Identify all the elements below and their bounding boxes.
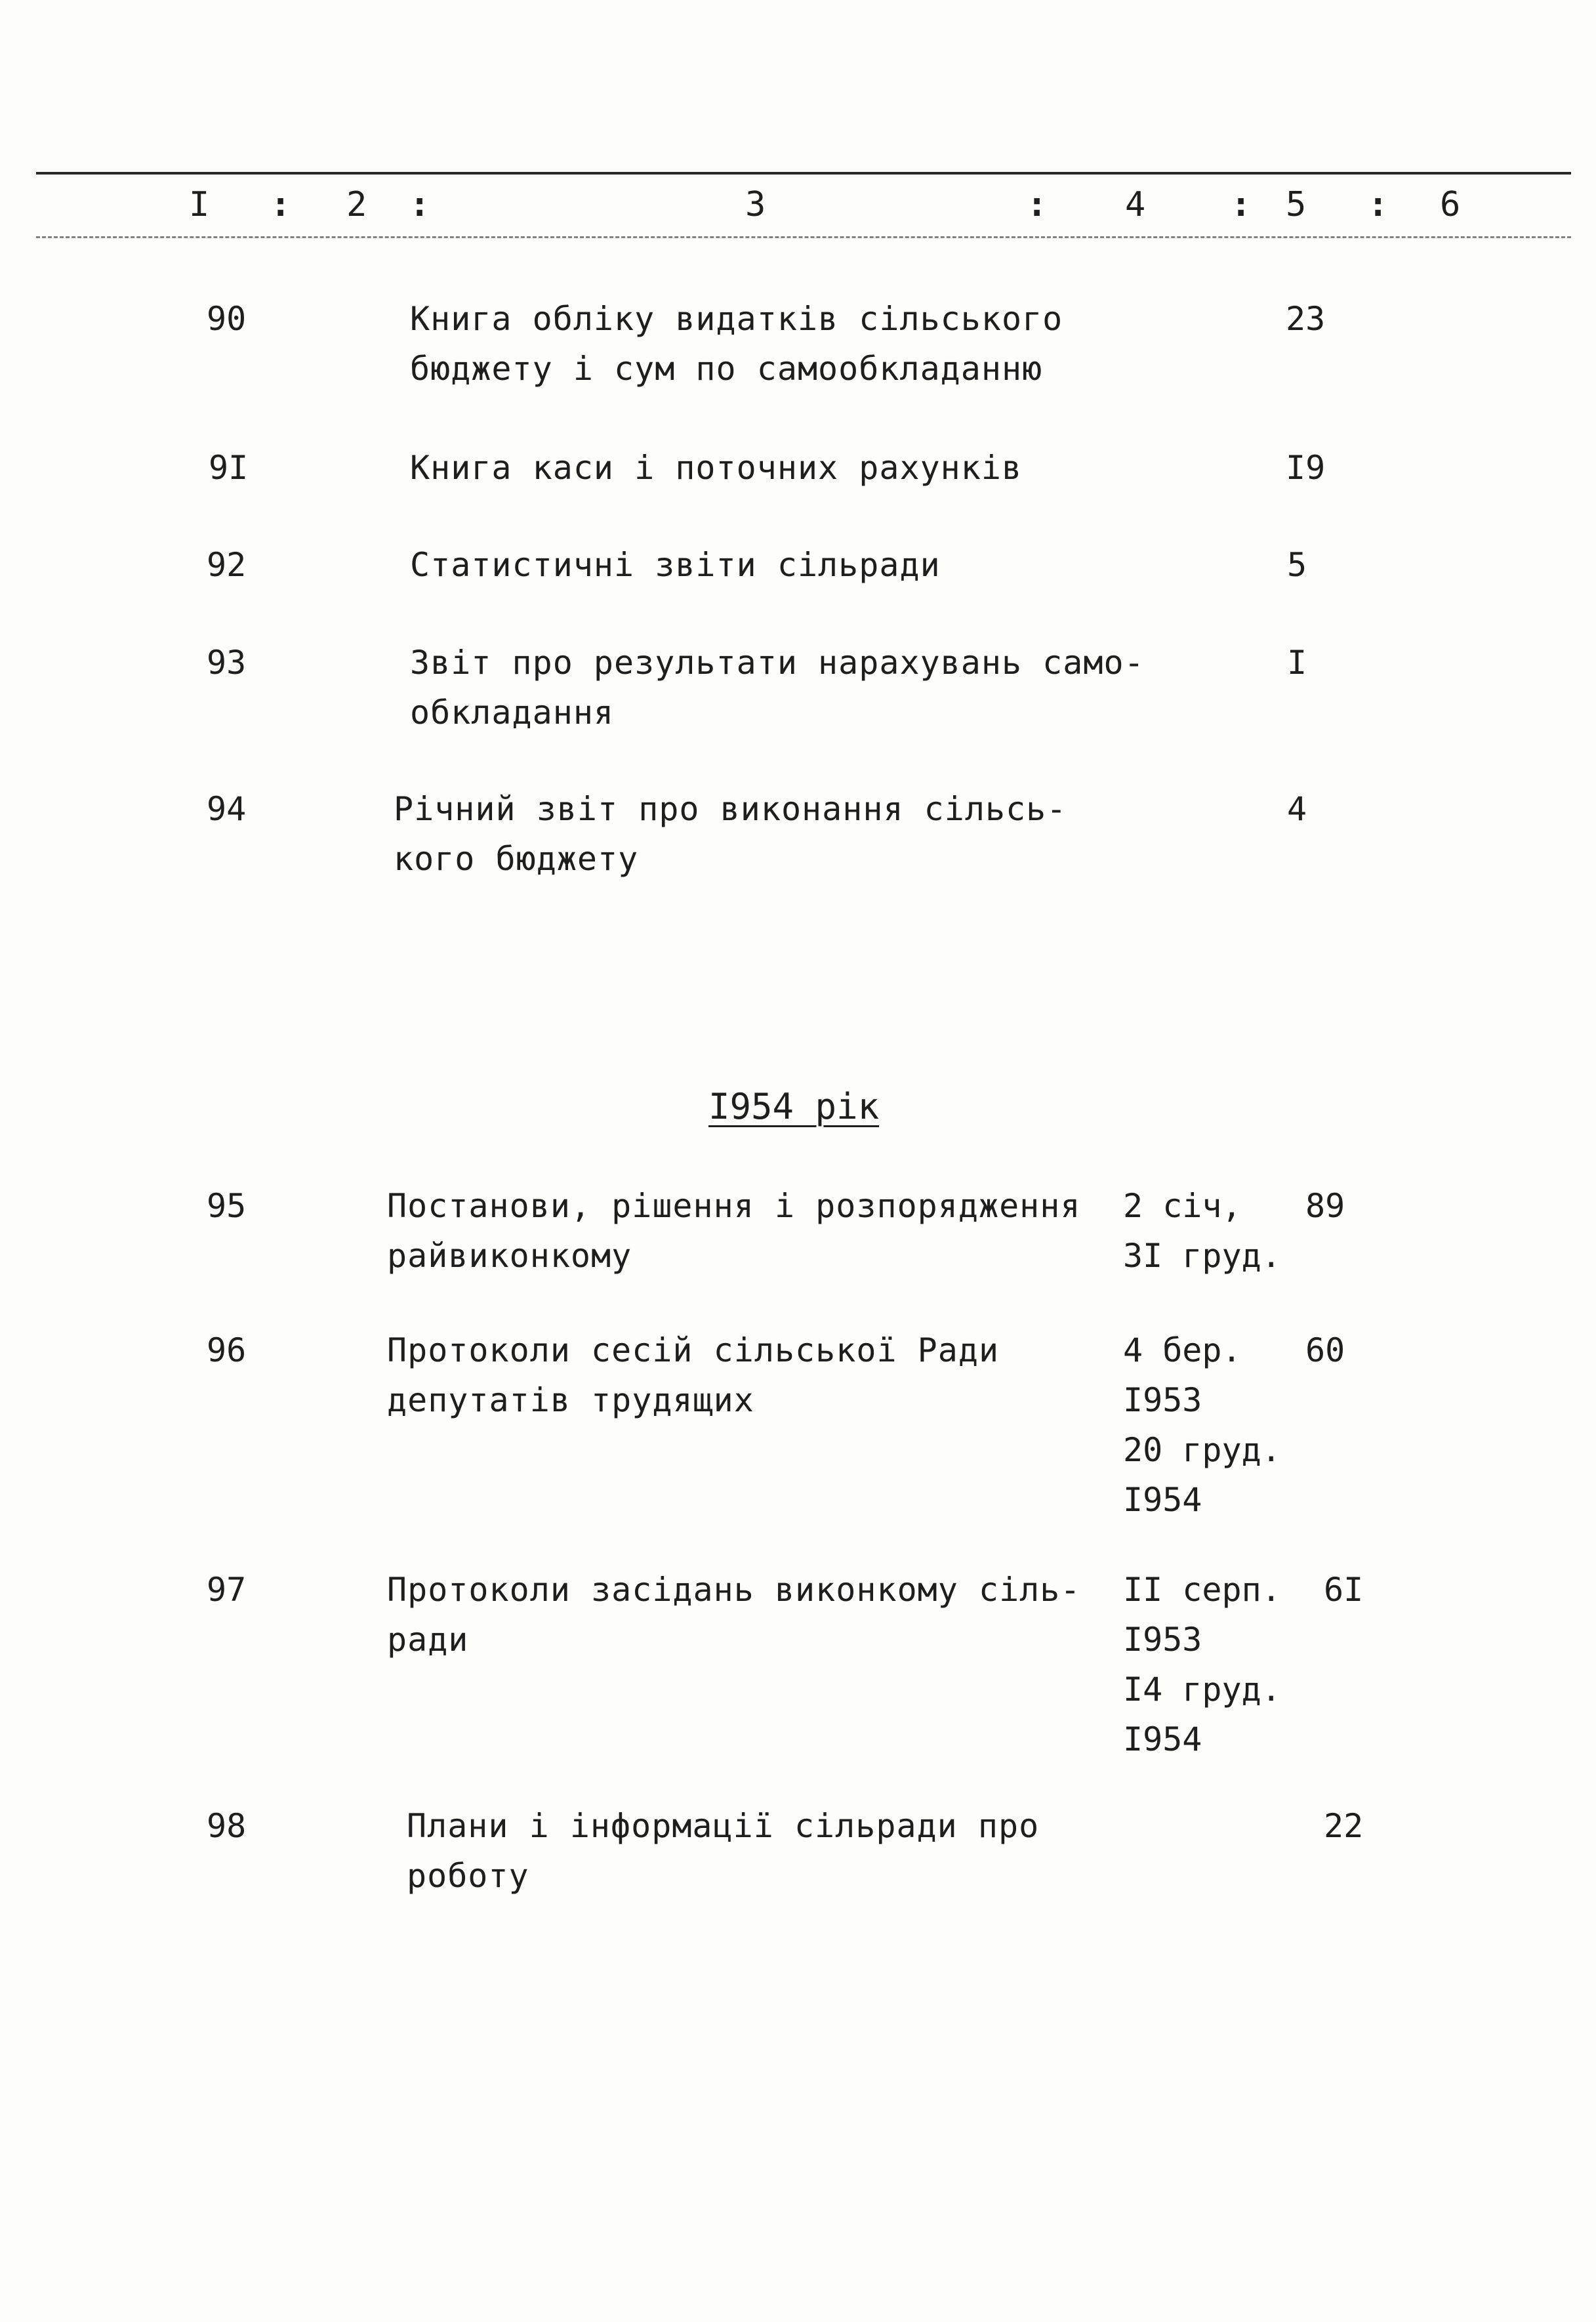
- column-header-6: 6: [1440, 185, 1461, 224]
- row-title: Протоколи сесій сільської Ради депутатів трудящих: [387, 1331, 1000, 1419]
- row-count: 60: [1305, 1331, 1345, 1369]
- row-title: Річний звіт про виконання сільсь- кого бюджету: [394, 790, 1067, 878]
- row-count: 23: [1286, 300, 1326, 338]
- row-title: Постанови, рішення і розпорядження райвиконкому: [387, 1187, 1081, 1275]
- column-separator: :: [270, 185, 291, 224]
- row-dates: 4 бер. I953 20 груд. I954: [1123, 1331, 1281, 1519]
- row-title: Статистичні звіти сільради: [410, 546, 941, 584]
- column-separator: :: [1231, 185, 1252, 224]
- column-header-3: 3: [745, 185, 766, 224]
- row-title: Книга каси і поточних рахунків: [410, 449, 1023, 487]
- column-separator: :: [1027, 185, 1048, 224]
- row-count: 89: [1305, 1187, 1345, 1225]
- row-number: 98: [207, 1807, 247, 1845]
- row-number: 95: [207, 1187, 247, 1225]
- row-dates: II серп. I953 I4 груд. I954: [1123, 1571, 1281, 1758]
- row-title: Звіт про результати нарахувань само- обкладання: [410, 644, 1145, 732]
- column-separator: :: [409, 185, 430, 224]
- header-bottom-rule: [36, 236, 1571, 238]
- column-header-5: 5: [1286, 185, 1307, 224]
- column-header-2: 2: [346, 185, 367, 224]
- header-top-rule: [36, 172, 1571, 175]
- column-separator: :: [1368, 185, 1389, 224]
- row-count: I: [1287, 644, 1307, 682]
- row-count: 22: [1324, 1807, 1364, 1845]
- row-number: 9I: [209, 449, 249, 487]
- row-number: 96: [207, 1331, 247, 1369]
- row-number: 94: [207, 790, 247, 828]
- row-count: I9: [1286, 449, 1326, 487]
- row-title: Плани і інформації сільради про роботу: [407, 1807, 1040, 1895]
- row-title: Протоколи засідань виконкому сіль- ради: [387, 1571, 1081, 1659]
- column-header-4: 4: [1125, 185, 1146, 224]
- row-number: 90: [207, 300, 247, 338]
- row-dates: 2 січ, 3I груд.: [1123, 1187, 1281, 1275]
- row-number: 97: [207, 1571, 247, 1609]
- row-count: 6I: [1324, 1571, 1364, 1609]
- row-count: 4: [1287, 790, 1307, 828]
- year-heading: I954 рік: [708, 1086, 880, 1127]
- row-count: 5: [1287, 546, 1307, 584]
- row-title: Книга обліку видатків сільського бюджету і сум по самообкладанню: [410, 300, 1063, 388]
- row-number: 93: [207, 644, 247, 682]
- column-header-1: I: [189, 185, 210, 224]
- row-number: 92: [207, 546, 247, 584]
